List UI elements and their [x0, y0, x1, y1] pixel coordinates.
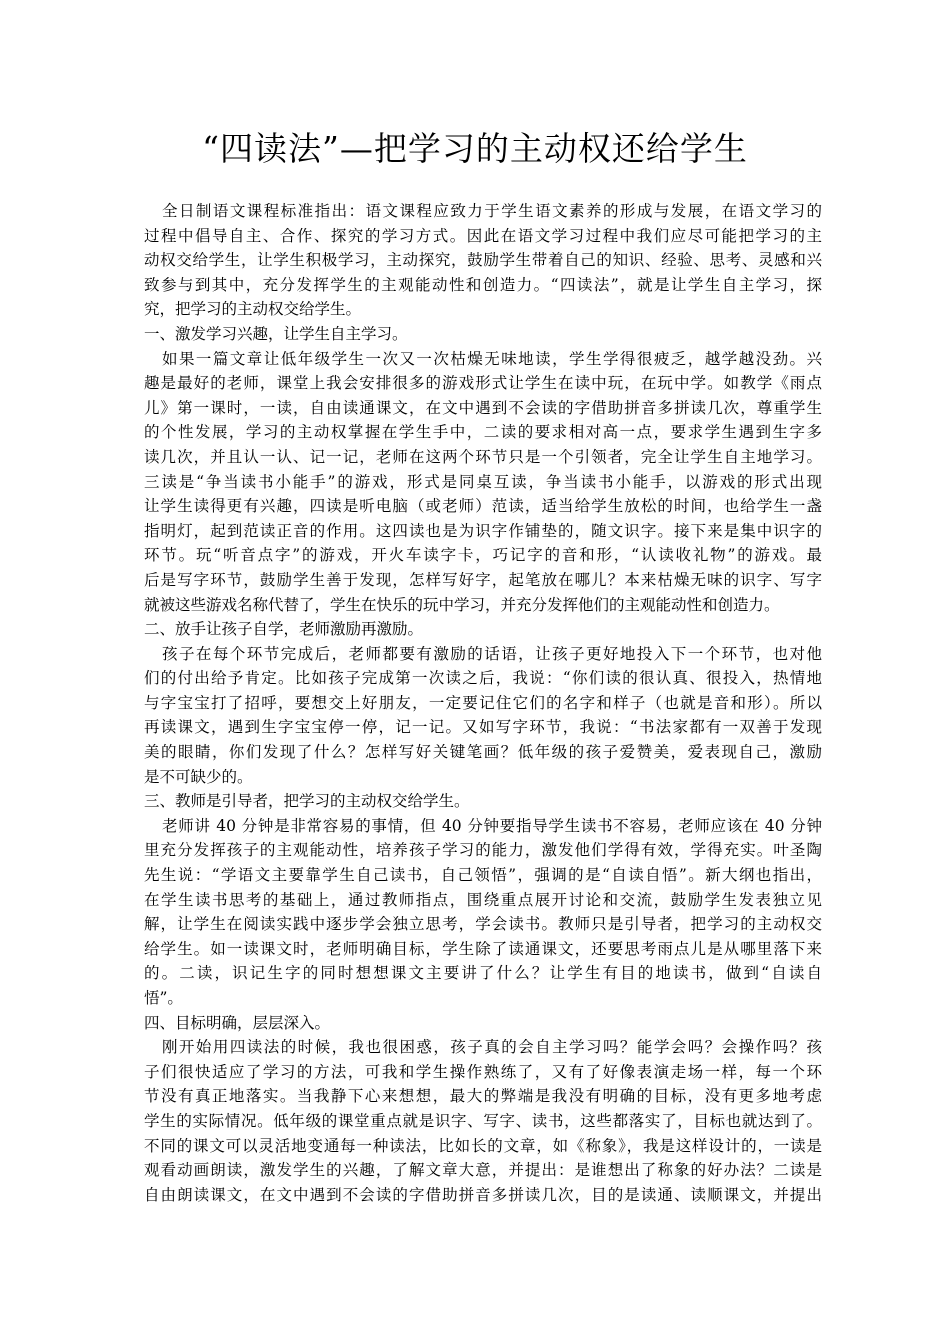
document-body — [144, 199, 822, 1207]
body-line: 全日制语文课程标准指出：语文课程应致力于学生语文素养的形成与发展，在语文学习的 — [162, 202, 822, 220]
body-line: 一、激发学习兴趣，让学生自主学习。 — [144, 324, 408, 343]
body-line: 动权交给学生，让学生积极学习，主动探究，鼓励学生带着自己的知识、经验、思考、灵感和兴 — [144, 251, 822, 270]
body-line: 致参与到其中，充分发挥学生的主观能动性和创造力。“四读法”，就是让学生自主学习，探 — [144, 275, 822, 294]
body-line: 不同的课文可以灵活地变通每一种读法，比如长的文章，如《称象》，我是这样设计的，一读是 — [144, 1136, 822, 1155]
body-line: 给学生。如一读课文时，老师明确目标，学生除了读通课文，还要思考雨点儿是从哪里落下来 — [144, 939, 822, 958]
body-line: 美的眼睛，你们发现了什么？怎样写好关键笔画？低年级的孩子爱赞美，爱表现自己，激励 — [144, 743, 822, 762]
body-line: 在学生读书思考的基础上，通过教师指点，围绕重点展开讨论和交流，鼓励学生发表独立见 — [144, 890, 822, 909]
body-line: 先生说：“学语文主要靠学生自己读书，自己领悟”，强调的是“自读自悟”。新大纲也指出， — [144, 866, 822, 885]
body-line: 二、放手让孩子自学，老师激励再激励。 — [144, 620, 424, 639]
body-line: 再读课文，遇到生字宝宝停一停，记一记。又如写字环节，我说：“书法家都有一双善于发现 — [144, 718, 822, 737]
body-line: 老师讲 40 分钟是非常容易的事情，但 40 分钟要指导学生读书不容易，老师应该在 40 分钟 — [162, 816, 822, 835]
body-line: 就被这些游戏名称代替了，学生在快乐的玩中学习，并充分发挥他们的主观能动性和创造力。 — [144, 595, 780, 614]
body-line: 子们很快适应了学习的方法，可我和学生操作熟练了，又有了好像表演走场一样，每一个环 — [144, 1062, 822, 1081]
body-line: 环节。玩“听音点字”的游戏，开火车读字卡，巧记字的音和形，“认读收礼物”的游戏。最 — [144, 546, 822, 565]
body-line: 过程中倡导自主、合作、探究的学习方式。因此在语文学习过程中我们应尽可能把学习的主 — [144, 226, 822, 245]
body-line: 悟”。 — [144, 989, 183, 1007]
document-title: “四读法”—把学习的主动权还给学生 — [202, 129, 748, 168]
body-line: 趣是最好的老师，课堂上我会安排很多的游戏形式让学生在读中玩，在玩中学。如教学《雨点 — [144, 374, 822, 393]
body-line: 解，让学生在阅读实践中逐步学会独立思考，学会读书。教师只是引导者，把学习的主动权交 — [144, 915, 822, 934]
body-line: 与字宝宝打了招呼，要想交上好朋友，一定要记住它们的名字和样子（也就是音和形）。所以 — [144, 693, 822, 712]
body-line: 后是写字环节，鼓励学生善于发现，怎样写好字，起笔放在哪儿？本来枯燥无味的识字、写字 — [144, 570, 822, 589]
body-line: 究，把学习的主动权交给学生。 — [144, 300, 362, 319]
body-line: 观看动画朗读，激发学生的兴趣，了解文章大意，并提出：是谁想出了称象的好办法？二读是 — [144, 1161, 822, 1180]
body-line: 如果一篇文章让低年级学生一次又一次枯燥无味地读，学生学得很疲乏，越学越没劲。兴 — [162, 349, 822, 368]
body-line: 是不可缺少的。 — [144, 767, 253, 786]
body-line: 学生的实际情况。低年级的课堂重点就是识字、写字、读书，这些都落实了，目标也就达到了。 — [144, 1111, 822, 1130]
body-line: 让学生读得更有兴趣，四读是听电脑（或老师）范读，适当给学生放松的时间，也给学生一盏 — [144, 497, 822, 516]
body-line: 自由朗读课文，在文中遇到不会读的字借助拼音多拼读几次，目的是读通、读顺课文，并提出 — [144, 1185, 822, 1204]
body-line: 的。二读，识记生字的同时想想课文主要讲了什么？让学生有目的地读书，做到“自读自 — [144, 964, 822, 983]
body-line: 的个性发展，学习的主动权掌握在学生手中，二读的要求相对高一点，要求学生遇到生字多 — [144, 423, 822, 442]
body-line: 儿》第一课时，一读，自由读通课文，在文中遇到不会读的字借助拼音多拼读几次，尊重学生 — [144, 398, 822, 417]
body-line: 节没有真正地落实。当我静下心来想想，最大的弊端是我没有明确的目标，没有更多地考虑 — [144, 1087, 822, 1106]
body-line: 里充分发挥孩子的主观能动性，培养孩子学习的能力，激发他们学得有效，学得充实。叶圣陶 — [144, 841, 822, 860]
body-line: 刚开始用四读法的时候，我也很困惑，孩子真的会自主学习吗？能学会吗？会操作吗？孩 — [162, 1038, 822, 1057]
body-line: 四、目标明确，层层深入。 — [144, 1013, 331, 1032]
body-line: 指明灯，起到范读正音的作用。这四读也是为识字作铺垫的，随文识字。接下来是集中识字的 — [144, 521, 822, 540]
body-line: 三、教师是引导者，把学习的主动权交给学生。 — [144, 792, 470, 811]
body-line: 们的付出给予肯定。比如孩子完成第一次读之后，我说：“你们读的很认真、很投入，热情地 — [144, 669, 822, 688]
body-line: 孩子在每个环节完成后，老师都要有激励的话语，让孩子更好地投入下一个环节，也对他 — [162, 644, 822, 663]
body-line: 三读是“争当读书小能手”的游戏，形式是同桌互读，争当读书小能手，以游戏的形式出现 — [144, 472, 822, 491]
body-line: 读几次，并且认一认、记一记，老师在这两个环节只是一个引领者，完全让学生自主地学习。 — [144, 447, 822, 466]
